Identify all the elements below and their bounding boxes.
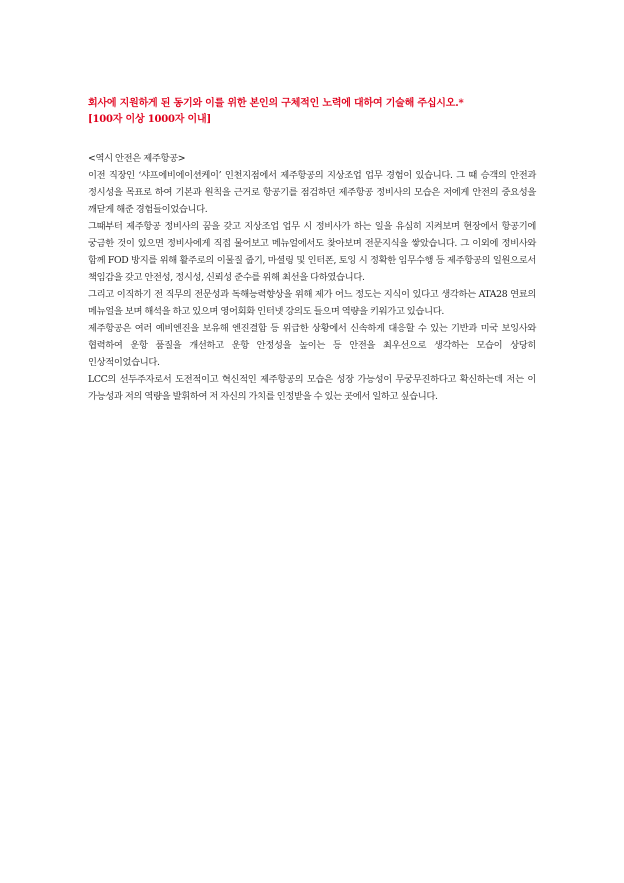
answer-paragraph-5: LCC의 선두주자로서 도전적이고 혁신적인 제주항공의 모습은 성장 가능성이 무궁무진하다고 확신하는데 저는 이 가능성과 저의 역량을 발휘하여 저 자신의 가치를 인정받을 수 있는 곳에서 일하고 싶습니다. — [88, 374, 536, 402]
question-title — [88, 96, 536, 128]
answer-body — [88, 150, 536, 405]
answer-paragraph-4: 제주항공은 여러 예비엔진을 보유해 엔진결함 등 위급한 상황에서 신속하게 대응할 수 있는 기반과 미국 보잉사와 협력하여 운항 품질을 개선하고 운항 안정성을 높이는 등 안전을 최우선으로 생각하는 모습이 상당히 인상적이었습니다. — [88, 323, 536, 368]
answer-paragraph-1: 이전 직장인 ‘샤프에비에이션케이’ 인천지점에서 제주항공의 지상조업 업무 경험이 있습니다. 그 때 승객의 안전과 정시성을 목표로 하여 기본과 원칙을 근거로 항공기를 점검하던 제주항공 정비사의 모습은 저에게 안전의 중요성을 깨닫게 해준 경험들이었습니다. — [88, 170, 536, 215]
answer-heading: <역시 안전은 제주항공> — [88, 153, 186, 164]
answer-paragraph-2: 그때부터 제주항공 정비사의 꿈을 갖고 지상조업 업무 시 정비사가 하는 일을 유심히 지켜보며 현장에서 항공기에 궁금한 것이 있으면 정비사에게 직접 물어보고 메뉴얼에서도 찾아보며 전문지식을 쌓았습니다. 그 이외에 정비사와 함께 FOD 방지를 위해 활주로의 이물질 줍기, 마셜링 및 인터폰, 토잉 시 정확한 임무수행 등 제주항공의 일원으로서 책임감을 갖고 안전성, 정시성, 신뢰성 준수를 위해 최선을 다하였습니다. — [88, 221, 536, 283]
answer-paragraph-3: 그리고 이직하기 전 직무의 전문성과 독해능력향상을 위해 제가 어느 정도는 지식이 있다고 생각하는 ATA28 연료의 메뉴얼을 보며 해석을 하고 있으며 영어회화 인터넷 강의도 들으며 역량을 키워가고 있습니다. — [88, 289, 536, 317]
question-text: 회사에 지원하게 된 동기와 이를 위한 본인의 구체적인 노력에 대하여 기술해 주십시오.* — [88, 98, 464, 109]
document-content — [88, 96, 536, 405]
question-character-limit: [100자 이상 1000자 이내] — [88, 114, 211, 125]
